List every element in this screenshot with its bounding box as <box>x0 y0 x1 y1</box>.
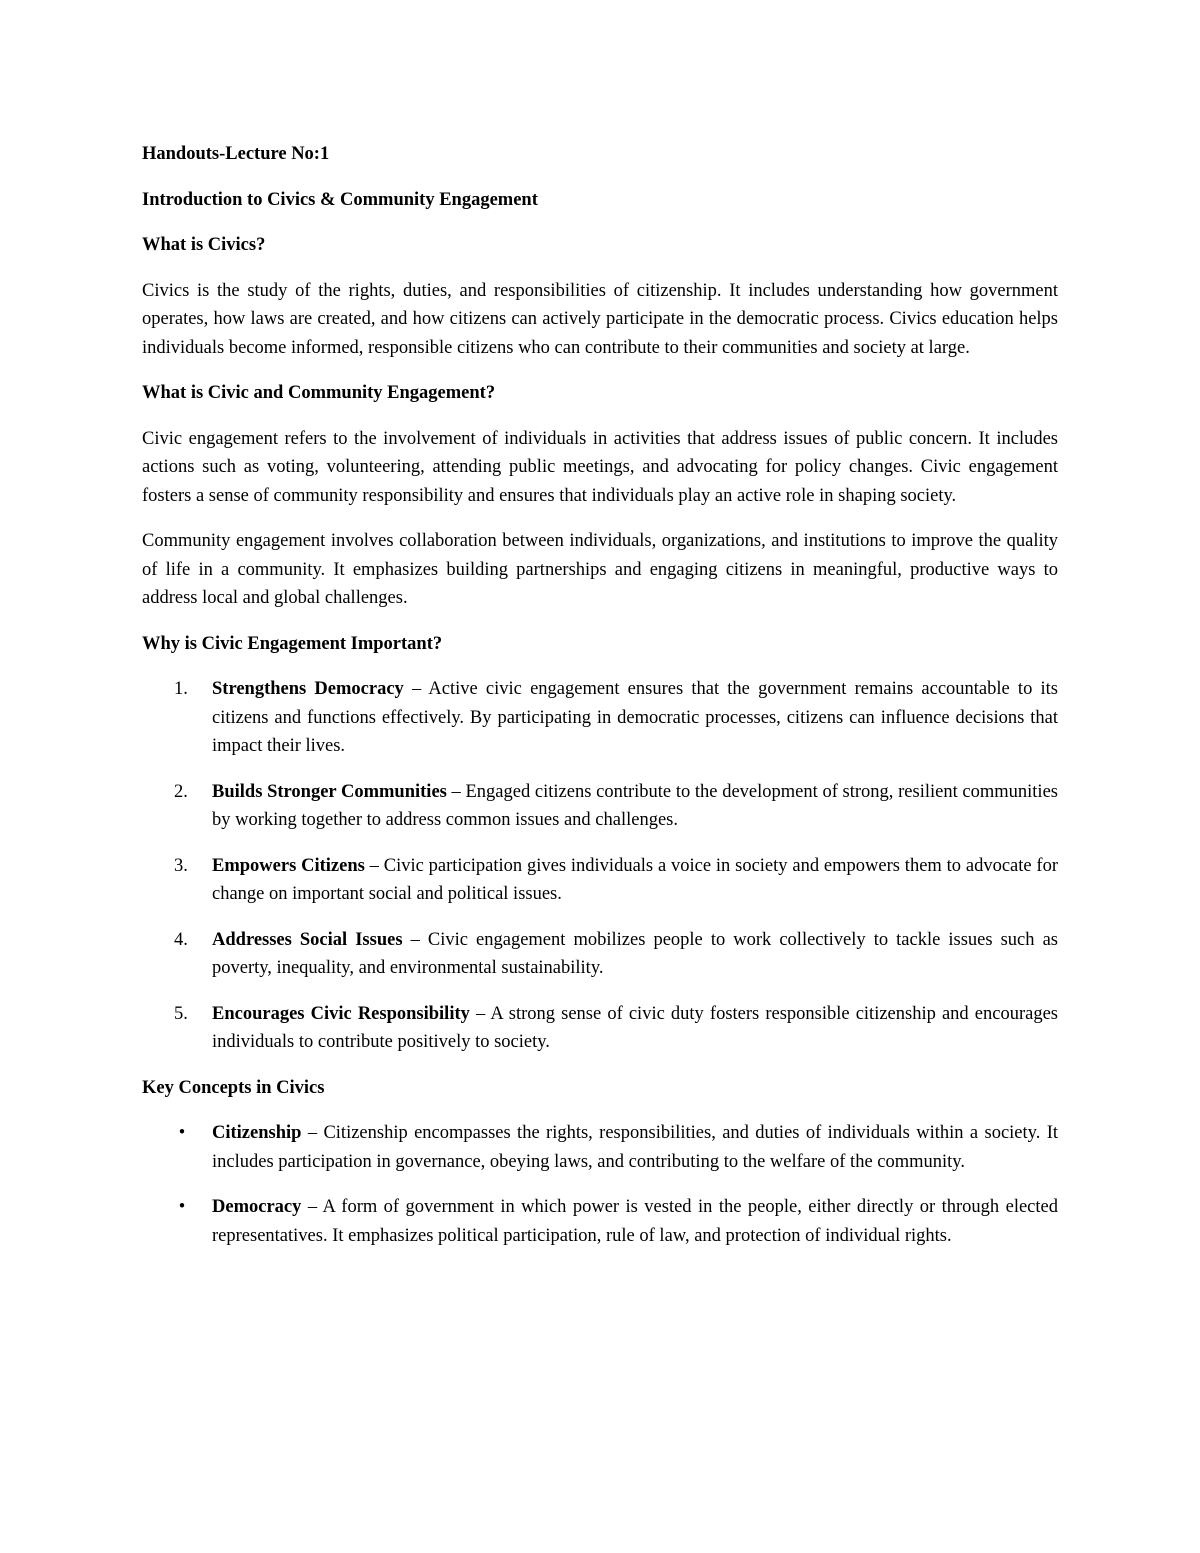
list-item-text: – Engaged citizens contribute to the development of strong, resilient communities by working together to address common issues and challenges. <box>212 781 1058 830</box>
list-item-text: – Active civic engagement ensures that the government remains accountable to its citizens and functions effectively. By participating in democratic processes, citizens can influence decisions that impact their lives. <box>212 679 1058 756</box>
list-item-text: – Citizenship encompasses the rights, responsibilities, and duties of individuals within a society. It includes participation in governance, obeying laws, and contributing to the welfare of the community. <box>212 1123 1058 1172</box>
section-heading-key-concepts: Key Concepts in Civics <box>142 1077 325 1098</box>
list-number: 5. <box>174 1003 188 1024</box>
list-item <box>142 1193 1058 1250</box>
bullet-list <box>142 1119 1058 1250</box>
document-body <box>142 140 1058 1267</box>
list-item-term: Strengthens Democracy <box>212 679 404 699</box>
section-heading-what-is-civics: What is Civics? <box>142 235 266 255</box>
list-item-text: – Civic participation gives individuals a voice in society and empowers them to advocate for change on important social and political issues. <box>212 855 1059 904</box>
list-number: 4. <box>174 929 188 950</box>
numbered-list <box>142 675 1058 1057</box>
list-item-text: – A strong sense of civic duty fosters responsible citizenship and encourages individuals to contribute positively to society. <box>212 1003 1058 1052</box>
list-number: 1. <box>174 679 188 699</box>
list-item-term: Empowers Citizens <box>212 855 365 876</box>
list-item <box>142 1000 1058 1057</box>
paragraph-civic-engagement: Civic engagement refers to the involvement of individuals in activities that address issues of public concern. It includes actions such as voting, volunteering, attending public meetings, and advocating for policy changes. Civic engagement fosters a sense of community responsibility and ensures that individuals play an active role in shaping society. <box>142 428 1058 506</box>
list-item <box>142 926 1058 983</box>
list-item <box>142 852 1058 909</box>
list-item <box>142 778 1058 835</box>
list-item <box>142 675 1058 761</box>
document-subtitle: Introduction to Civics & Community Engagement <box>142 189 538 210</box>
list-item-text: – Civic engagement mobilizes people to work collectively to tackle issues such as poverty, inequality, and environmental sustainability. <box>212 929 1058 978</box>
list-item <box>142 1119 1058 1176</box>
paragraph-community-engagement: Community engagement involves collaboration between individuals, organizations, and institutions to improve the quality of life in a community. It emphasizes building partnerships and engaging citizens in meaningful, productive ways to address local and global challenges. <box>142 531 1058 608</box>
list-item-text: – A form of government in which power is vested in the people, either directly or through elected representatives. It emphasizes political participation, rule of law, and protection of individual rights. <box>212 1197 1058 1246</box>
bullet-icon: • <box>178 1197 186 1217</box>
list-item-term: Democracy <box>212 1197 302 1217</box>
bullet-icon: • <box>178 1123 186 1143</box>
section-heading-why-important: Why is Civic Engagement Important? <box>142 633 443 654</box>
paragraph-what-is-civics: Civics is the study of the rights, duties, and responsibilities of citizenship. It includes understanding how government operates, how laws are created, and how citizens can actively participate in the democratic process. Civics education helps individuals become informed, responsible citizens who can contribute to their communities and society at large. <box>142 280 1058 358</box>
list-item-term: Addresses Social Issues <box>212 929 403 950</box>
list-number: 3. <box>174 855 188 876</box>
list-item-term: Encourages Civic Responsibility <box>212 1003 470 1024</box>
list-item-term: Builds Stronger Communities <box>212 781 447 802</box>
list-item-term: Citizenship <box>212 1123 302 1143</box>
document-title: Handouts-Lecture No:1 <box>142 144 330 164</box>
list-number: 2. <box>174 781 188 802</box>
section-heading-civic-engagement: What is Civic and Community Engagement? <box>142 383 496 403</box>
